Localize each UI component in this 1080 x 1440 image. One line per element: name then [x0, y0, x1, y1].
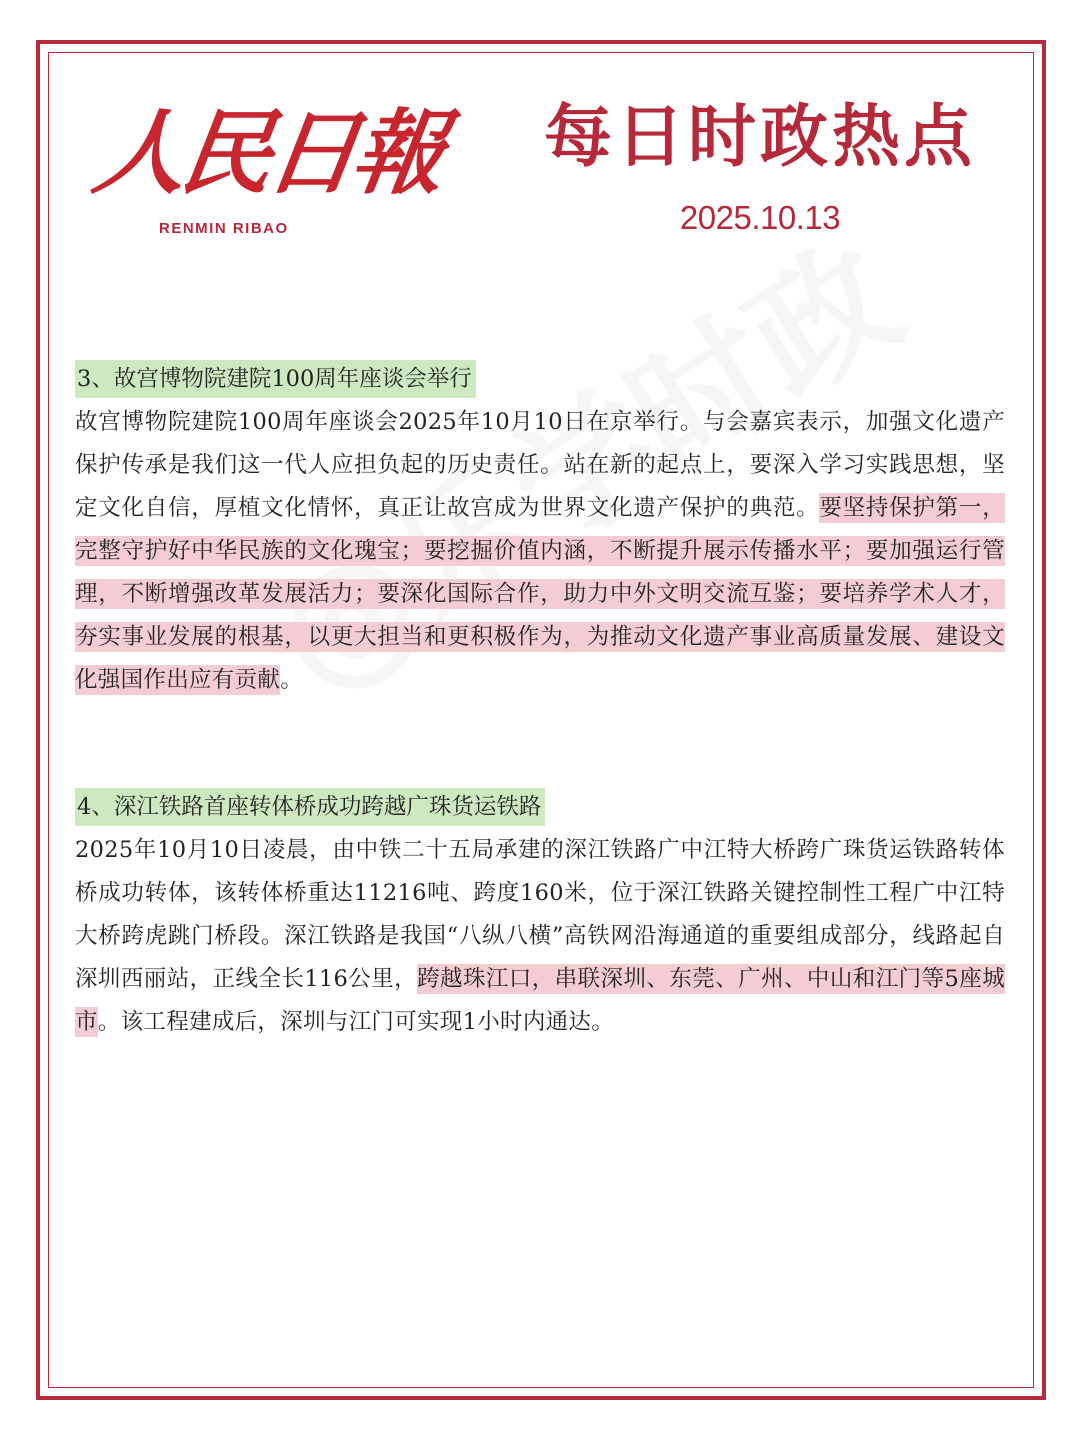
paragraph-text: 故宫博物院建院100周年座谈会2025年10月10日在京举行。与会嘉宾表示，加强文化遗产保护传承是我们这一代人应担负起的历史责任。站在新的起点上，要深入学习实践思想，坚定文化自信，厚植文化情怀，真正让故宫成为世界文化遗产保护的典范。: [75, 409, 1005, 521]
news-section-3: [75, 358, 1005, 702]
page-title: 每日时政热点: [543, 98, 976, 177]
inner-border: [48, 52, 1034, 1388]
news-section-4: [75, 786, 1005, 1044]
paragraph-tail: 。: [280, 667, 304, 693]
section-heading: 3、故宫博物院建院100周年座谈会举行: [75, 360, 476, 398]
highlighted-text: 跨越珠江口，串联深圳、东莞、广州、中山和江门等5座城市: [75, 966, 1005, 1035]
section-heading: 4、深江铁路首座转体桥成功跨越广珠货运铁路: [75, 788, 545, 826]
paragraph-tail: 。该工程建成后，深圳与江门可实现1小时内通达。: [97, 1009, 615, 1035]
logo-chinese-text: 人民日報: [87, 99, 447, 207]
section-paragraph: [75, 829, 1005, 1044]
page-date: 2025.10.13: [679, 199, 841, 236]
logo-pinyin: RENMIN RIBAO: [159, 220, 289, 237]
newspaper-logo: [87, 88, 447, 248]
paragraph-text: 2025年10月10日凌晨，由中铁二十五局承建的深江铁路广中江特大桥跨广珠货运铁路转体桥成功转体，该转体桥重达11216吨、跨度160米，位于深江铁路关键控制性工程广中江特大桥跨虎跳门桥段。深江铁路是我国“八纵八横”高铁网沿海通道的重要组成部分，线路起自深圳西丽站，正线全长116公里，: [75, 837, 1005, 992]
highlighted-text: 要坚持保护第一，完整守护好中华民族的文化瑰宝；要挖掘价值内涵，不断提升展示传播水平；要加强运行管理，不断增强改革发展活力；要深化国际合作，助力中外文明交流互鉴；要培养学术人才，夯实事业发展的根基，以更大担当和更积极作为，为推动文化遗产事业高质量发展、建设文化强国作出应有贡献: [75, 495, 1005, 693]
section-paragraph: [75, 401, 1005, 702]
